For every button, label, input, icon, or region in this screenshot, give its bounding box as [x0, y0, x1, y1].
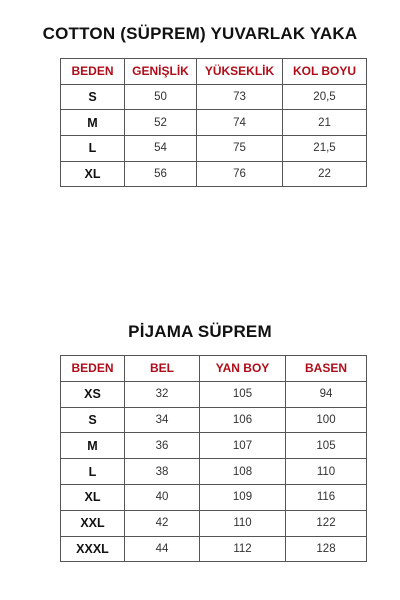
measurement-cell: 75 — [197, 136, 283, 162]
cotton-size-table — [60, 58, 367, 187]
measurement-cell: 44 — [125, 536, 200, 562]
column-header: BEDEN — [61, 356, 125, 382]
measurement-cell: 108 — [200, 459, 286, 485]
table-row — [61, 459, 367, 485]
pajama-table-title: PİJAMA SÜPREM — [128, 322, 272, 341]
column-header: YAN BOY — [200, 356, 286, 382]
size-label-cell: XXL — [61, 510, 125, 536]
measurement-cell: 110 — [286, 459, 367, 485]
measurement-cell: 110 — [200, 510, 286, 536]
measurement-cell: 20,5 — [283, 84, 367, 110]
column-header: GENİŞLİK — [125, 59, 197, 85]
table-row — [61, 136, 367, 162]
measurement-cell: 40 — [125, 484, 200, 510]
measurement-cell: 54 — [125, 136, 197, 162]
size-label-cell: L — [61, 136, 125, 162]
measurement-cell: 100 — [286, 407, 367, 433]
measurement-cell: 94 — [286, 381, 367, 407]
table-row — [61, 484, 367, 510]
measurement-cell: 42 — [125, 510, 200, 536]
column-header: BEDEN — [61, 59, 125, 85]
table-row — [61, 84, 367, 110]
measurement-cell: 109 — [200, 484, 286, 510]
size-label-cell: M — [61, 433, 125, 459]
measurement-cell: 122 — [286, 510, 367, 536]
measurement-cell: 52 — [125, 110, 197, 136]
measurement-cell: 112 — [200, 536, 286, 562]
pajama-size-table — [60, 355, 367, 562]
size-label-cell: S — [61, 84, 125, 110]
measurement-cell: 56 — [125, 161, 197, 187]
table-header-row — [61, 59, 367, 85]
table-row — [61, 510, 367, 536]
size-label-cell: L — [61, 459, 125, 485]
measurement-cell: 34 — [125, 407, 200, 433]
column-header: YÜKSEKLİK — [197, 59, 283, 85]
measurement-cell: 50 — [125, 84, 197, 110]
measurement-cell: 38 — [125, 459, 200, 485]
measurement-cell: 36 — [125, 433, 200, 459]
table-row — [61, 161, 367, 187]
column-header: KOL BOYU — [283, 59, 367, 85]
table-row — [61, 407, 367, 433]
measurement-cell: 105 — [286, 433, 367, 459]
table-row — [61, 433, 367, 459]
table-row — [61, 110, 367, 136]
column-header: BASEN — [286, 356, 367, 382]
size-label-cell: M — [61, 110, 125, 136]
measurement-cell: 21,5 — [283, 136, 367, 162]
measurement-cell: 105 — [200, 381, 286, 407]
measurement-cell: 73 — [197, 84, 283, 110]
table-row — [61, 381, 367, 407]
measurement-cell: 106 — [200, 407, 286, 433]
size-label-cell: XL — [61, 484, 125, 510]
table-row — [61, 536, 367, 562]
cotton-table-title: COTTON (SÜPREM) YUVARLAK YAKA — [42, 24, 358, 43]
measurement-cell: 116 — [286, 484, 367, 510]
measurement-cell: 21 — [283, 110, 367, 136]
size-label-cell: XXXL — [61, 536, 125, 562]
table-header-row — [61, 356, 367, 382]
measurement-cell: 128 — [286, 536, 367, 562]
measurement-cell: 107 — [200, 433, 286, 459]
column-header: BEL — [125, 356, 200, 382]
measurement-cell: 32 — [125, 381, 200, 407]
size-label-cell: XL — [61, 161, 125, 187]
size-label-cell: XS — [61, 381, 125, 407]
measurement-cell: 22 — [283, 161, 367, 187]
size-label-cell: S — [61, 407, 125, 433]
measurement-cell: 76 — [197, 161, 283, 187]
measurement-cell: 74 — [197, 110, 283, 136]
